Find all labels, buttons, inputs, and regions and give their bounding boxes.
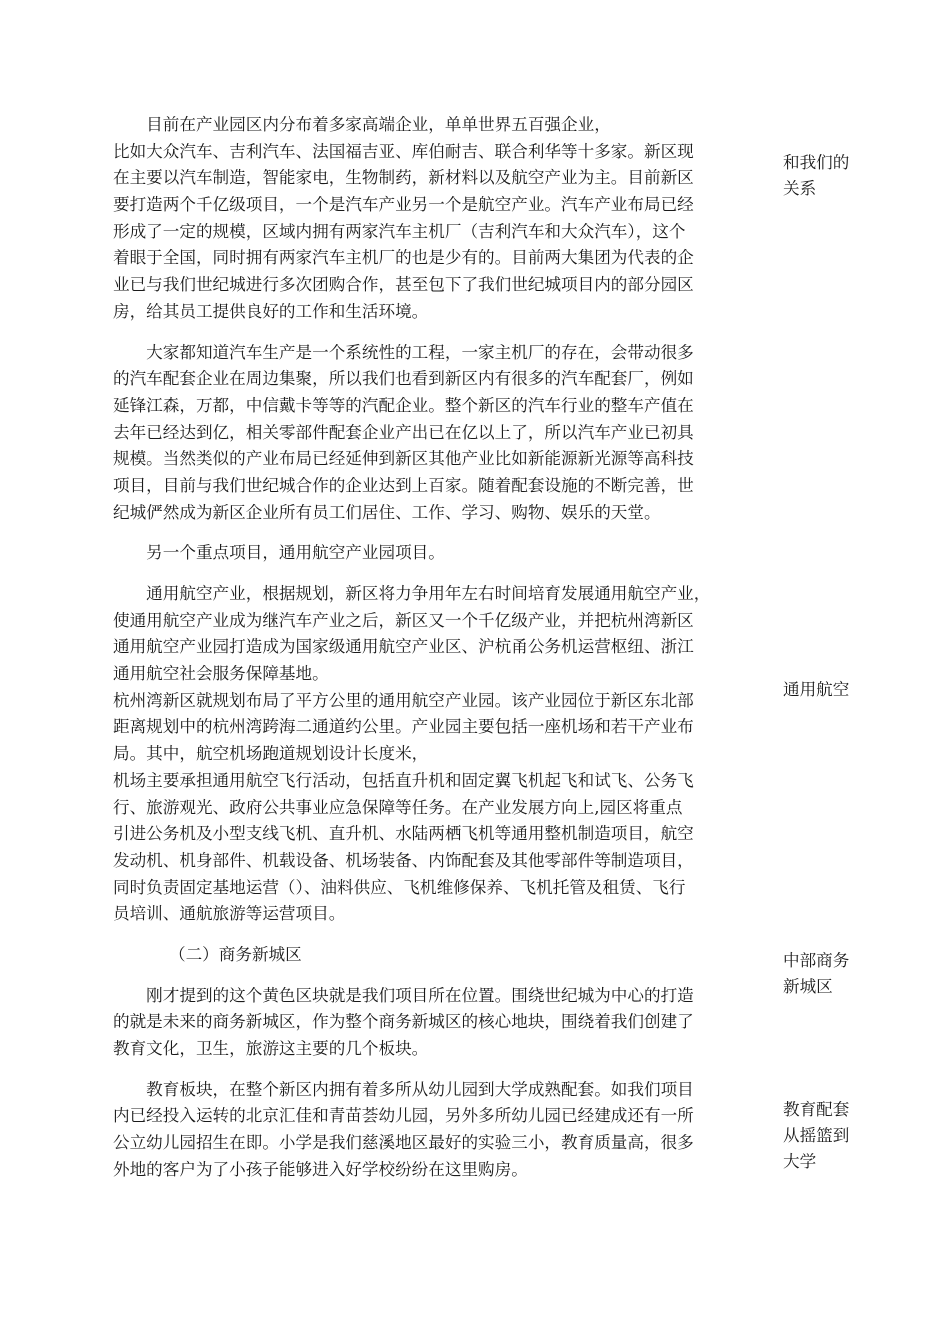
section-subheading (113, 942, 781, 969)
paragraph-aviation-intro (113, 540, 781, 567)
margin-note-line: 通用航空 (783, 680, 850, 699)
margin-note-line: 大学 (783, 1152, 817, 1171)
margin-note-line: 新城区 (783, 977, 833, 996)
margin-note-aviation (783, 677, 893, 703)
margin-note-relationship (783, 150, 893, 202)
text-line: 要打造两个千亿级项目，一个是汽车产业另一个是航空产业。汽车产业布局已经 (113, 195, 694, 215)
text-line: 刚才提到的这个黄色区块就是我们项目所在位置。围绕世纪城为中心的打造 (113, 985, 694, 1005)
paragraph-auto-industry (113, 340, 781, 527)
subheading-text: （二）商务新城区 (169, 944, 302, 964)
text-line: 同时负责固定基地运营（）、油料供应、飞机维修保养、飞机托管及租赁、飞行 (113, 877, 686, 897)
text-line: 使通用航空产业成为继汽车产业之后，新区又一个千亿级产业，并把杭州湾新区 (113, 610, 694, 630)
text-line: 纪城俨然成为新区企业所有员工们居住、工作、学习、购物、娱乐的天堂。 (113, 502, 661, 522)
text-line: 房，给其员工提供良好的工作和生活环境。 (113, 301, 429, 321)
paragraph-industrial-park (113, 112, 781, 326)
text-line: 杭州湾新区就规划布局了平方公里的通用航空产业园。该产业园位于新区东北部 (113, 690, 694, 710)
margin-note-line: 中部商务 (783, 951, 850, 970)
text-line: 行、旅游观光、政府公共事业应急保障等任务。在产业发展方向上,园区将重点 (113, 797, 683, 817)
margin-note-line: 关系 (783, 179, 817, 198)
paragraph-aviation-industry (113, 581, 781, 928)
text-line: 内已经投入运转的北京汇佳和青苗荟幼儿园，另外多所幼儿园已经建成还有一所 (113, 1106, 694, 1126)
text-line: 教育板块，在整个新区内拥有着多所从幼儿园到大学成熟配套。如我们项目 (113, 1079, 694, 1099)
text-line: 规模。当然类似的产业布局已经延伸到新区其他产业比如新能源新光源等高科技 (113, 449, 694, 469)
main-text-column (113, 112, 781, 1183)
paragraph-business-district (113, 983, 781, 1063)
text-line: 通用航空产业，根据规划，新区将力争用年左右时间培育发展通用航空产业， (113, 584, 711, 603)
text-line: 目前在产业园区内分布着多家高端企业，单单世界五百强企业， (113, 115, 611, 134)
text-line: 通用航空产业园打造成为国家级通用航空产业区、沪杭甬公务机运营枢纽、浙江 (113, 637, 694, 657)
margin-note-business-district (783, 948, 893, 1000)
text-line: 引进公务机及小型支线飞机、直升机、水陆两栖飞机等通用整机制造项目，航空 (113, 824, 694, 844)
paragraph-education (113, 1077, 781, 1184)
text-line: 延锋江森，万都，中信戴卡等等的汽配企业。整个新区的汽车行业的整车产值在 (113, 395, 694, 415)
text-line: 另一个重点项目，通用航空产业园项目。 (113, 543, 445, 563)
text-line: 发动机、机身部件、机载设备、机场装备、内饰配套及其他零部件等制造项目， (113, 850, 694, 870)
margin-note-line: 从摇篮到 (783, 1126, 850, 1145)
text-line: 比如大众汽车、吉利汽车、法国福吉亚、库伯耐吉、联合利华等十多家。新区现 (113, 141, 694, 161)
text-line: 局。其中，航空机场跑道规划设计长度米， (113, 744, 429, 764)
text-line: 外地的客户为了小孩子能够进入好学校纷纷在这里购房。 (113, 1159, 528, 1179)
text-line: 机场主要承担通用航空飞行活动，包括直升机和固定翼飞机起飞和试飞、公务飞 (113, 770, 694, 790)
text-line: 着眼于全国，同时拥有两家汽车主机厂的也是少有的。目前两大集团为代表的企 (113, 248, 694, 268)
text-line: 教育文化，卫生，旅游这主要的几个板块。 (113, 1039, 429, 1058)
margin-note-education (783, 1097, 893, 1175)
text-line: 员培训、通航旅游等运营项目。 (113, 904, 346, 924)
text-line: 项目，目前与我们世纪城合作的企业达到上百家。随着配套设施的不断完善，世 (113, 475, 694, 495)
text-line: 大家都知道汽车生产是一个系统性的工程，一家主机厂的存在，会带动很多 (113, 342, 694, 362)
text-line: 去年已经达到亿，相关零部件配套企业产出已在亿以上了，所以汽车产业已初具 (113, 422, 694, 442)
text-line: 业已与我们世纪城进行多次团购合作，甚至包下了我们世纪城项目内的部分园区 (113, 275, 694, 295)
text-line: 形成了一定的规模，区域内拥有两家汽车主机厂（吉利汽车和大众汽车），这个 (113, 221, 686, 241)
text-line: 距离规划中的杭州湾跨海二通道约公里。产业园主要包括一座机场和若干产业布 (113, 717, 694, 737)
text-line: 的就是未来的商务新城区，作为整个商务新城区的核心地块，围绕着我们创建了 (113, 1012, 694, 1032)
margin-note-line: 和我们的 (783, 153, 850, 172)
text-line: 在主要以汽车制造，智能家电，生物制药，新材料以及航空产业为主。目前新区 (113, 168, 694, 188)
text-line: 公立幼儿园招生在即。小学是我们慈溪地区最好的实验三小，教育质量高，很多 (113, 1133, 694, 1153)
text-line: 的汽车配套企业在周边集聚，所以我们也看到新区内有很多的汽车配套厂，例如 (113, 369, 694, 389)
margin-note-line: 教育配套 (783, 1100, 850, 1119)
text-line: 通用航空社会服务保障基地。 (113, 664, 329, 684)
